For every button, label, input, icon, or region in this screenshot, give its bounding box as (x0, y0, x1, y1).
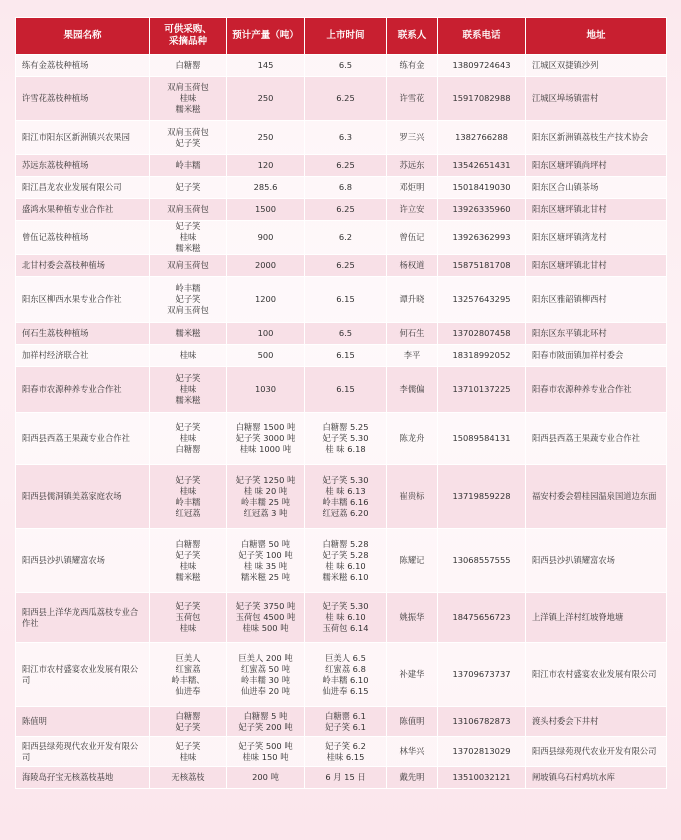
table-row (16, 643, 667, 707)
market-time-cell: 妃子笑 5.30 桂 味 6.13 岭丰糯 6.16 红冠荔 6.20 (305, 465, 387, 529)
market-time-cell: 巨美人 6.5 红蜜荔 6.8 岭丰糯 6.10 仙进奉 6.15 (305, 643, 387, 707)
yield-cell: 500 (227, 345, 305, 367)
address-cell: 阳东区塘坪镇湾龙村 (526, 221, 667, 255)
variety-cell: 白糖罂 妃子笑 桂味 糯米糍 (150, 529, 227, 593)
market-time-cell: 6.3 (305, 121, 387, 155)
table-body (16, 55, 667, 789)
variety-cell: 双肩玉荷包 桂味 糯米糍 (150, 77, 227, 121)
address-cell: 渡头村委会下井村 (526, 707, 667, 737)
variety-cell: 岭丰糯 妃子笑 双肩玉荷包 (150, 277, 227, 323)
orchard-name-cell: 加祥村经济联合社 (16, 345, 150, 367)
phone-cell: 13809724643 (438, 55, 526, 77)
variety-cell: 妃子笑 桂味 糯米糍 (150, 367, 227, 413)
market-time-cell: 6.25 (305, 199, 387, 221)
variety-cell: 巨美人 红蜜荔 岭丰糯、 仙进奉 (150, 643, 227, 707)
market-time-cell: 白糖罂 5.28 妃子笑 5.28 桂 味 6.10 糯米糍 6.10 (305, 529, 387, 593)
market-time-cell: 6.15 (305, 277, 387, 323)
phone-cell: 13510032121 (438, 767, 526, 789)
orchard-name-cell: 阳春市农源种养专业合作社 (16, 367, 150, 413)
variety-cell: 妃子笑 玉荷包 桂味 (150, 593, 227, 643)
yield-cell: 145 (227, 55, 305, 77)
orchard-name-cell: 阳东区柳西水果专业合作社 (16, 277, 150, 323)
contact-cell: 苏远东 (387, 155, 438, 177)
yield-cell: 1500 (227, 199, 305, 221)
variety-cell: 妃子笑 桂味 (150, 737, 227, 767)
address-cell: 阳西县西荔王果蔬专业合作社 (526, 413, 667, 465)
orchard-name-cell: 阳西县西荔王果蔬专业合作社 (16, 413, 150, 465)
yield-cell: 巨美人 200 吨 红蜜荔 50 吨 岭丰糯 30 吨 仙进奉 20 吨 (227, 643, 305, 707)
phone-cell: 13709673737 (438, 643, 526, 707)
table-row (16, 177, 667, 199)
yield-cell: 白糖罂 5 吨 妃子笑 200 吨 (227, 707, 305, 737)
variety-cell: 糯米糍 (150, 323, 227, 345)
table-row (16, 55, 667, 77)
phone-cell: 13719859228 (438, 465, 526, 529)
contact-cell: 陈龙舟 (387, 413, 438, 465)
contact-cell: 许雪花 (387, 77, 438, 121)
phone-cell: 13068557555 (438, 529, 526, 593)
yield-cell: 200 吨 (227, 767, 305, 789)
market-time-cell: 妃子笑 6.2 桂味 6.15 (305, 737, 387, 767)
address-cell: 江城区双捷镇沙列 (526, 55, 667, 77)
address-cell: 阳东区雅韶镇柳西村 (526, 277, 667, 323)
header-orchard-name: 果园名称 (16, 18, 150, 55)
address-cell: 阳春市陂面镇加祥村委会 (526, 345, 667, 367)
market-time-cell: 6.15 (305, 367, 387, 413)
market-time-cell: 6.15 (305, 345, 387, 367)
contact-cell: 何石生 (387, 323, 438, 345)
orchard-table (15, 17, 667, 789)
orchard-name-cell: 北甘村委会荔枝种植场 (16, 255, 150, 277)
header-market-time: 上市时间 (305, 18, 387, 55)
variety-cell: 双肩玉荷包 妃子笑 (150, 121, 227, 155)
table-row (16, 277, 667, 323)
phone-cell: 18475656723 (438, 593, 526, 643)
phone-cell: 15875181708 (438, 255, 526, 277)
address-cell: 阳江市农村盛宴农业发展有限公司 (526, 643, 667, 707)
market-time-cell: 妃子笑 5.30 桂 味 6.10 玉荷包 6.14 (305, 593, 387, 643)
contact-cell: 邓炬明 (387, 177, 438, 199)
phone-cell: 13926362993 (438, 221, 526, 255)
phone-cell: 13257643295 (438, 277, 526, 323)
address-cell: 闸坡镇乌石村鸡坑水库 (526, 767, 667, 789)
market-time-cell: 6.25 (305, 155, 387, 177)
yield-cell: 250 (227, 77, 305, 121)
contact-cell: 谭升晓 (387, 277, 438, 323)
contact-cell: 许立安 (387, 199, 438, 221)
yield-cell: 妃子笑 1250 吨 桂 味 20 吨 岭丰糯 25 吨 红冠荔 3 吨 (227, 465, 305, 529)
address-cell: 阳西县绿苑现代农业开发有限公司 (526, 737, 667, 767)
yield-cell: 1200 (227, 277, 305, 323)
address-cell: 江城区埠场镇雷村 (526, 77, 667, 121)
orchard-name-cell: 阳江昌龙农业发展有限公司 (16, 177, 150, 199)
address-cell: 福安村委会碧桂园温泉国道边东面 (526, 465, 667, 529)
variety-cell: 岭丰糯 (150, 155, 227, 177)
market-time-cell: 6.5 (305, 55, 387, 77)
table-row (16, 529, 667, 593)
phone-cell: 13926335960 (438, 199, 526, 221)
address-cell: 阳东区东平镇北环村 (526, 323, 667, 345)
orchard-name-cell: 阳江市阳东区新洲镇兴农果园 (16, 121, 150, 155)
table-row (16, 767, 667, 789)
contact-cell: 罗三兴 (387, 121, 438, 155)
phone-cell: 15917082988 (438, 77, 526, 121)
contact-cell: 李平 (387, 345, 438, 367)
contact-cell: 林华兴 (387, 737, 438, 767)
table-row (16, 707, 667, 737)
orchard-name-cell: 许雪花荔枝种植场 (16, 77, 150, 121)
market-time-cell: 白糖罂 6.1 妃子笑 6.1 (305, 707, 387, 737)
orchard-name-cell: 练有金荔枝种植场 (16, 55, 150, 77)
contact-cell: 戴先明 (387, 767, 438, 789)
market-time-cell: 6.25 (305, 255, 387, 277)
variety-cell: 妃子笑 桂味 糯米糍 (150, 221, 227, 255)
phone-cell: 1382766288 (438, 121, 526, 155)
address-cell: 上洋镇上洋村红坡脊地塘 (526, 593, 667, 643)
orchard-name-cell: 曾伍记荔枝种植场 (16, 221, 150, 255)
variety-cell: 无核荔枝 (150, 767, 227, 789)
yield-cell: 妃子笑 500 吨 桂味 150 吨 (227, 737, 305, 767)
market-time-cell: 6.5 (305, 323, 387, 345)
table-row (16, 121, 667, 155)
orchard-name-cell: 何石生荔枝种植场 (16, 323, 150, 345)
phone-cell: 13106782873 (438, 707, 526, 737)
variety-cell: 双肩玉荷包 (150, 199, 227, 221)
address-cell: 阳春市农源种养专业合作社 (526, 367, 667, 413)
phone-cell: 13710137225 (438, 367, 526, 413)
contact-cell: 姚振华 (387, 593, 438, 643)
table-row (16, 77, 667, 121)
table-row (16, 367, 667, 413)
header-phone: 联系电话 (438, 18, 526, 55)
contact-cell: 李儒偏 (387, 367, 438, 413)
variety-cell: 妃子笑 桂味 岭丰糯 红冠荔 (150, 465, 227, 529)
phone-cell: 15018419030 (438, 177, 526, 199)
address-cell: 阳东区塘坪镇北甘村 (526, 255, 667, 277)
market-time-cell: 6.8 (305, 177, 387, 199)
market-time-cell: 6.25 (305, 77, 387, 121)
table-row (16, 323, 667, 345)
address-cell: 阳东区塘坪镇北甘村 (526, 199, 667, 221)
table-row (16, 465, 667, 529)
variety-cell: 白糖罂 妃子笑 (150, 707, 227, 737)
header-contact: 联系人 (387, 18, 438, 55)
yield-cell: 120 (227, 155, 305, 177)
orchard-name-cell: 阳西县上洋华龙西瓜荔枝专业合作社 (16, 593, 150, 643)
contact-cell: 陈耀记 (387, 529, 438, 593)
table-row (16, 221, 667, 255)
contact-cell: 练有金 (387, 55, 438, 77)
yield-cell: 白糖罂 50 吨 妃子笑 100 吨 桂 味 35 吨 糯米糍 25 吨 (227, 529, 305, 593)
yield-cell: 250 (227, 121, 305, 155)
variety-cell: 桂味 (150, 345, 227, 367)
table-row (16, 737, 667, 767)
orchard-name-cell: 阳西县儒洞镇美荔家庭农场 (16, 465, 150, 529)
orchard-name-cell: 盛鸿水果种植专业合作社 (16, 199, 150, 221)
variety-cell: 白糖罂 (150, 55, 227, 77)
orchard-name-cell: 苏远东荔枝种植场 (16, 155, 150, 177)
contact-cell: 杨权道 (387, 255, 438, 277)
address-cell: 阳东区新洲镇荔枝生产技术协会 (526, 121, 667, 155)
contact-cell: 崔贵标 (387, 465, 438, 529)
phone-cell: 13542651431 (438, 155, 526, 177)
phone-cell: 18318992052 (438, 345, 526, 367)
table-header-row (16, 18, 667, 55)
table-row (16, 155, 667, 177)
orchard-name-cell: 阳西县绿苑现代农业开发有限公司 (16, 737, 150, 767)
address-cell: 阳东区合山镇茶场 (526, 177, 667, 199)
table-row (16, 413, 667, 465)
orchard-name-cell: 阳江市农村盛宴农业发展有限公司 (16, 643, 150, 707)
market-time-cell: 白糖罂 5.25 妃子笑 5.30 桂 味 6.18 (305, 413, 387, 465)
table-row (16, 345, 667, 367)
address-cell: 阳东区塘坪镇尚坪村 (526, 155, 667, 177)
market-time-cell: 6 月 15 日 (305, 767, 387, 789)
orchard-table-container (15, 17, 666, 789)
contact-cell: 曾伍记 (387, 221, 438, 255)
table-row (16, 255, 667, 277)
contact-cell: 陈值明 (387, 707, 438, 737)
phone-cell: 13702813029 (438, 737, 526, 767)
variety-cell: 妃子笑 (150, 177, 227, 199)
yield-cell: 285.6 (227, 177, 305, 199)
variety-cell: 妃子笑 桂味 白糖罂 (150, 413, 227, 465)
variety-cell: 双肩玉荷包 (150, 255, 227, 277)
table-row (16, 593, 667, 643)
orchard-name-cell: 阳西县沙扒镇耀富农场 (16, 529, 150, 593)
market-time-cell: 6.2 (305, 221, 387, 255)
yield-cell: 1030 (227, 367, 305, 413)
header-variety: 可供采购、 采摘品种 (150, 18, 227, 55)
orchard-name-cell: 海陵岛孖宝无核荔枝基地 (16, 767, 150, 789)
yield-cell: 900 (227, 221, 305, 255)
header-address: 地址 (526, 18, 667, 55)
phone-cell: 15089584131 (438, 413, 526, 465)
phone-cell: 13702807458 (438, 323, 526, 345)
yield-cell: 白糖罂 1500 吨 妃子笑 3000 吨 桂味 1000 吨 (227, 413, 305, 465)
address-cell: 阳西县沙扒镇耀富农场 (526, 529, 667, 593)
table-row (16, 199, 667, 221)
header-yield: 预计产量（吨） (227, 18, 305, 55)
yield-cell: 妃子笑 3750 吨 玉荷包 4500 吨 桂味 500 吨 (227, 593, 305, 643)
contact-cell: 补建华 (387, 643, 438, 707)
yield-cell: 100 (227, 323, 305, 345)
orchard-name-cell: 陈值明 (16, 707, 150, 737)
yield-cell: 2000 (227, 255, 305, 277)
